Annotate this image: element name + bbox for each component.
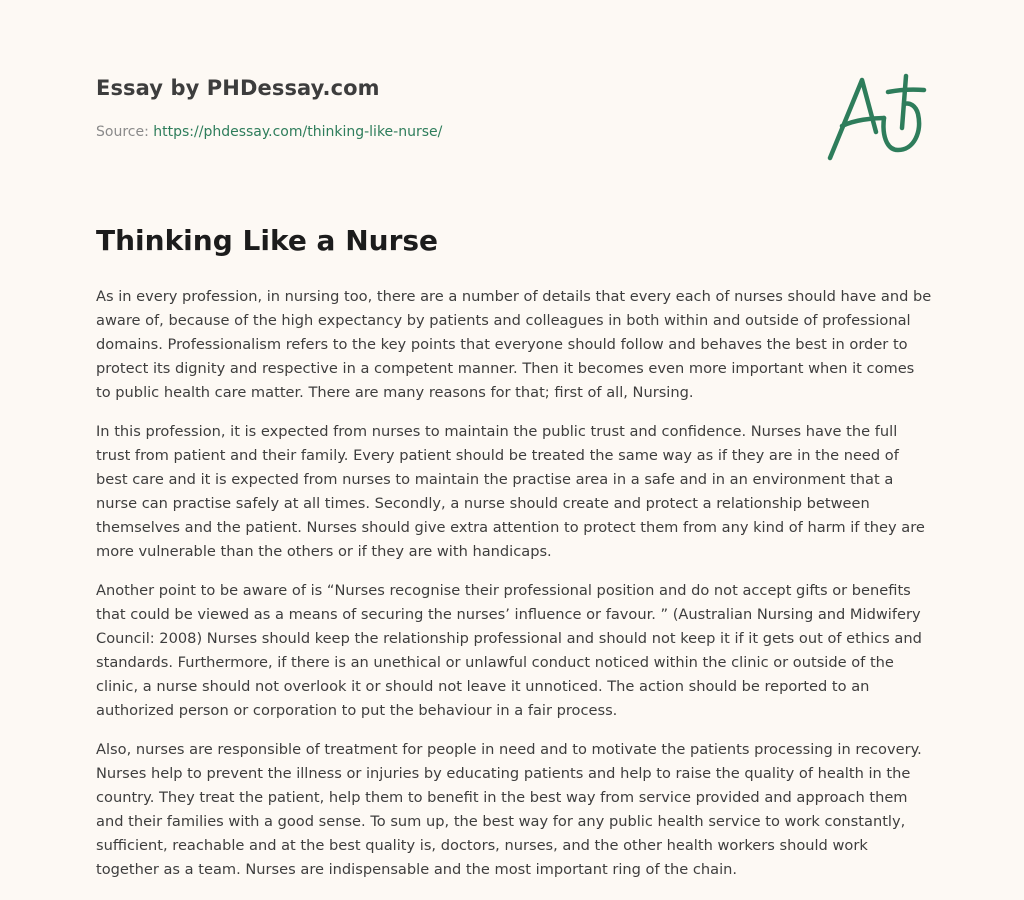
essay-paragraph: As in every profession, in nursing too, there are a number of details that every each of nurses should have and be aware of, because of the high expectancy by patients and colleagues in both within and outside of professional domains. Professionalism refers to the key points that everyone should follow and behaves the best in order to protect its dignity and respective in a competent manner. Then it becomes even more important when it comes to public health care matter. There are many reasons for that; first of all, Nursing. [96, 288, 932, 401]
source-label: Source: [96, 124, 149, 140]
source-line [96, 124, 442, 140]
brand-title: Essay by PHDessay.com [96, 76, 380, 100]
a-plus-logo-icon [824, 68, 928, 164]
source-link[interactable]: https://phdessay.com/thinking-like-nurse/ [153, 124, 443, 140]
essay-title: Thinking Like a Nurse [96, 224, 439, 257]
essay-paragraph: Another point to be aware of is “Nurses recognise their professional position and do not accept gifts or benefits that could be viewed as a means of securing the nurses’ influence or favour. ” (Australian Nursing and Midwifery Council: 2008) Nurses should keep the relationship professional and should not keep it if it gets out of ethics and standards. Furthermore, if there is an unethical or unlawful conduct noticed within the clinic or outside of the clinic, a nurse should not overlook it or should not leave it unnoticed. The action should be reported to an authorized person or corporation to put the behaviour in a fair process. [96, 582, 922, 719]
essay-paragraph: Also, nurses are responsible of treatment for people in need and to motivate the patients processing in recovery. Nurses help to prevent the illness or injuries by educating patients and help to raise the quality of health in the country. They treat the patient, help them to benefit in the best way from service provided and approach them and their families with a good sense. To sum up, the best way for any public health service to work constantly, sufficient, reachable and at the best quality is, doctors, nurses, and the other health workers should work together as a team. Nurses are indispensable and the most important ring of the chain. [96, 741, 922, 878]
essay-paragraph: In this profession, it is expected from nurses to maintain the public trust and confidence. Nurses have the full trust from patient and their family. Every patient should be treated the same way as if they are in the need of best care and it is expected from nurses to maintain the practise area in a safe and in an environment that a nurse can practise safely at all times. Secondly, a nurse should create and protect a relationship between themselves and the patient. Nurses should give extra attention to protect them from any kind of harm if they are more vulnerable than the others or if they are with handicaps. [96, 423, 925, 560]
essay-body [96, 285, 932, 897]
